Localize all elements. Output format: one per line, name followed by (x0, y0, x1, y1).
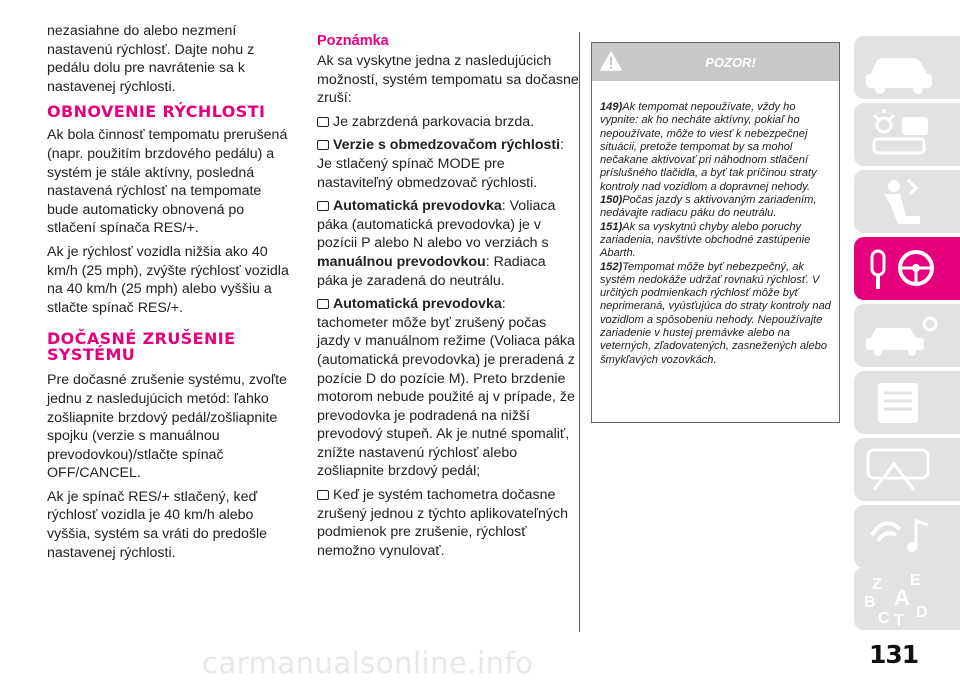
middle-column (317, 32, 579, 565)
index-letter-d: D (916, 604, 928, 621)
warning-item (600, 194, 831, 221)
warning-item-text: Tempomat môže byť nebezpečný, ak systém nedokáže udržať rovnakú rýchlosť. V určitých podmienkach rýchlosť môže byť neprimeraná, vyúsťujúca do straty kontroly nad vozidlom a spôsobeniu nehody. Nepoužívajte zariadenie v hustej premávke alebo na veterných, zľadovatených, zasnežených alebo šmykľavých vozovkách. (600, 260, 831, 366)
bullet-manual-mode-text: : tachometer môže byť zrušený počas jazdy v manuálnom režime (Voliaca páka (automatická prevodovka) je preradená z pozície D do pozície M). Preto brzdenie motorom nebude použité aj v prípade, že prevodovka je podradená na nižší prevodový stupeň. Ak je nutné spomaliť, znížte nastavenú rýchlosť alebo zošliapnite brzdový pedál; (317, 296, 575, 480)
note-intro: Ak sa vyskytne jedna z nasledujúcich možností, systém tempomatu sa dočasne zruší: (317, 53, 579, 107)
index-letter-t: T (894, 612, 904, 629)
tab-road-hazard[interactable] (854, 438, 960, 501)
warning-title: POZOR! (705, 55, 756, 70)
warning-item (600, 261, 831, 367)
warning-item-number: 151) (600, 220, 623, 233)
warning-item-number: 149) (600, 101, 623, 113)
car-service-icon (854, 304, 960, 367)
page-number: 131 (869, 640, 919, 669)
paragraph-cancel-methods: Pre dočasné zrušenie systému, zvoľte jednu z nasledujúcich metód: ľahko zošliapnite brzdový pedál/zošliapnite spojku (verzie s manuálnou prevodovkou)/stlačte spínač OFF/CANCEL. (47, 372, 287, 482)
index-letter-z: Z (872, 576, 882, 593)
warning-item-text: Ak tempomat nepoužívate, vždy ho vypnite: ak ho necháte aktívny, pokiaľ ho nepoužívate, môže to viesť k nebezpečnej situácii, pretože tempomat by sa mohol nečakane aktivovať pri náhodnom stlačení príslušného tlačidla, a byť tak príčinou straty kontroly nad vozidlom a dopravnej nehody. (600, 101, 817, 193)
left-column (47, 22, 291, 567)
heading-speed-restore: OBNOVENIE RÝCHLOSTI (47, 102, 266, 122)
tab-key-steering[interactable] (854, 237, 960, 300)
heading-temporary-cancel (47, 331, 291, 363)
bullet-automatic-manual-mode (317, 295, 579, 481)
tab-car-service[interactable] (854, 304, 960, 367)
bullet-automatic-transmission (317, 197, 579, 290)
bullet-parking-brake (317, 113, 579, 132)
seat-safety-icon (854, 170, 960, 233)
warning-item-text: Počas jazdy s aktivovaným zariadením, nedávajte radiacu páku do neutrálu. (600, 194, 817, 220)
bullet-manual-mode-bold: Automatická prevodovka (333, 296, 502, 313)
bullet-speed-limiter-bold: Verzie s obmedzovačom rýchlosti (333, 137, 561, 154)
warning-item-text: Ak sa vyskytnú chyby alebo poruchy zariadenia, navštívte obchodné zastúpenie Abarth. (600, 220, 811, 260)
paragraph-cancel-resume: Ak je spínač RES/+ stlačený, keď rýchlosť vozidla je 40 km/h alebo vyššia, systém sa vráti do predošle nastavenej rýchlosti. (47, 488, 267, 561)
tab-warning-lights[interactable] (854, 103, 960, 166)
warning-item (600, 101, 831, 194)
multimedia-icon (854, 505, 960, 568)
warning-lights-icon (854, 103, 960, 166)
car-icon (854, 36, 960, 99)
bullet-automatic-bold: Automatická prevodovka (333, 198, 502, 215)
index-letters-icon (854, 567, 960, 630)
bullet-icon (317, 117, 329, 127)
bullet-tachometer-text: Keď je systém tachometra dočasne zrušený jednou z týchto aplikovateľných podmienok pre zrušenie, rýchlosť nemožno vynulovať. (317, 487, 568, 559)
index-letter-b: B (864, 594, 876, 611)
note-title: Poznámka (317, 33, 389, 49)
paragraph-restore-speed-limit: Ak je rýchlosť vozidla nižšia ako 40 km/h (25 mph), zvýšte rýchlosť vozidla na 40 km/h (25 mph) alebo vyššiu a stlačte spínač RES/+. (47, 243, 289, 316)
paragraph-resume-pedal: nezasiahne do alebo nezmení nastavenú rýchlosť. Dajte nohu z pedálu dolu pre navrátenie sa k nastavenej rýchlosti. (47, 23, 255, 95)
warning-box (591, 42, 840, 423)
index-letter-a: A (894, 585, 910, 610)
bullet-manual-bold: manuálnou prevodovkou (317, 253, 486, 270)
bullet-speed-limiter-text: : Je stlačený spínač MODE pre nastaviteľný obmedzovač rýchlosti. (317, 137, 565, 191)
tab-multimedia[interactable] (854, 505, 960, 568)
index-letter-c: C (878, 610, 890, 627)
bullet-tachometer-cancel (317, 486, 579, 560)
key-steering-wheel-icon (854, 237, 960, 300)
heading-temporary-cancel-line2: SYSTÉMU (47, 345, 136, 365)
bullet-parking-brake-text: Je zabrzdená parkovacia brzda. (333, 113, 535, 130)
warning-item-number: 152) (600, 260, 623, 273)
bullet-icon (317, 201, 329, 211)
paragraph-restore-brake: Ak bola činnosť tempomatu prerušená (napr. použitím brzdového pedálu) a systém je stále aktívny, posledná nastavená rýchlosť na tempomate bude automaticky obnovená po stlačení spínača RES/+. (47, 127, 288, 237)
bullet-icon (317, 140, 329, 150)
column-divider (579, 32, 580, 632)
bullet-manual-text: : Radiaca páka je zaradená do neutrálu. (317, 253, 546, 289)
warning-item (600, 221, 831, 261)
warning-body (592, 81, 839, 367)
road-hazard-icon (854, 438, 960, 501)
tab-document-list[interactable] (854, 371, 960, 434)
bullet-icon (317, 490, 329, 500)
tab-index[interactable] (854, 567, 960, 630)
tab-car[interactable] (854, 36, 960, 99)
bullet-automatic-text: : Voliaca páka (automatická prevodovka) je v pozícii P alebo N alebo vo verziách s (317, 198, 556, 252)
document-list-icon (854, 371, 960, 434)
heading-temporary-cancel-line1: DOČASNÉ ZRUŠENIE (47, 329, 236, 349)
watermark: carmanualsonline.info (202, 646, 534, 680)
index-letter-e: E (910, 572, 921, 589)
tab-seat-safety[interactable] (854, 170, 960, 233)
bullet-speed-limiter (317, 136, 579, 192)
warning-header (592, 43, 839, 81)
bullet-icon (317, 299, 329, 309)
warning-item-number: 150) (600, 194, 623, 207)
